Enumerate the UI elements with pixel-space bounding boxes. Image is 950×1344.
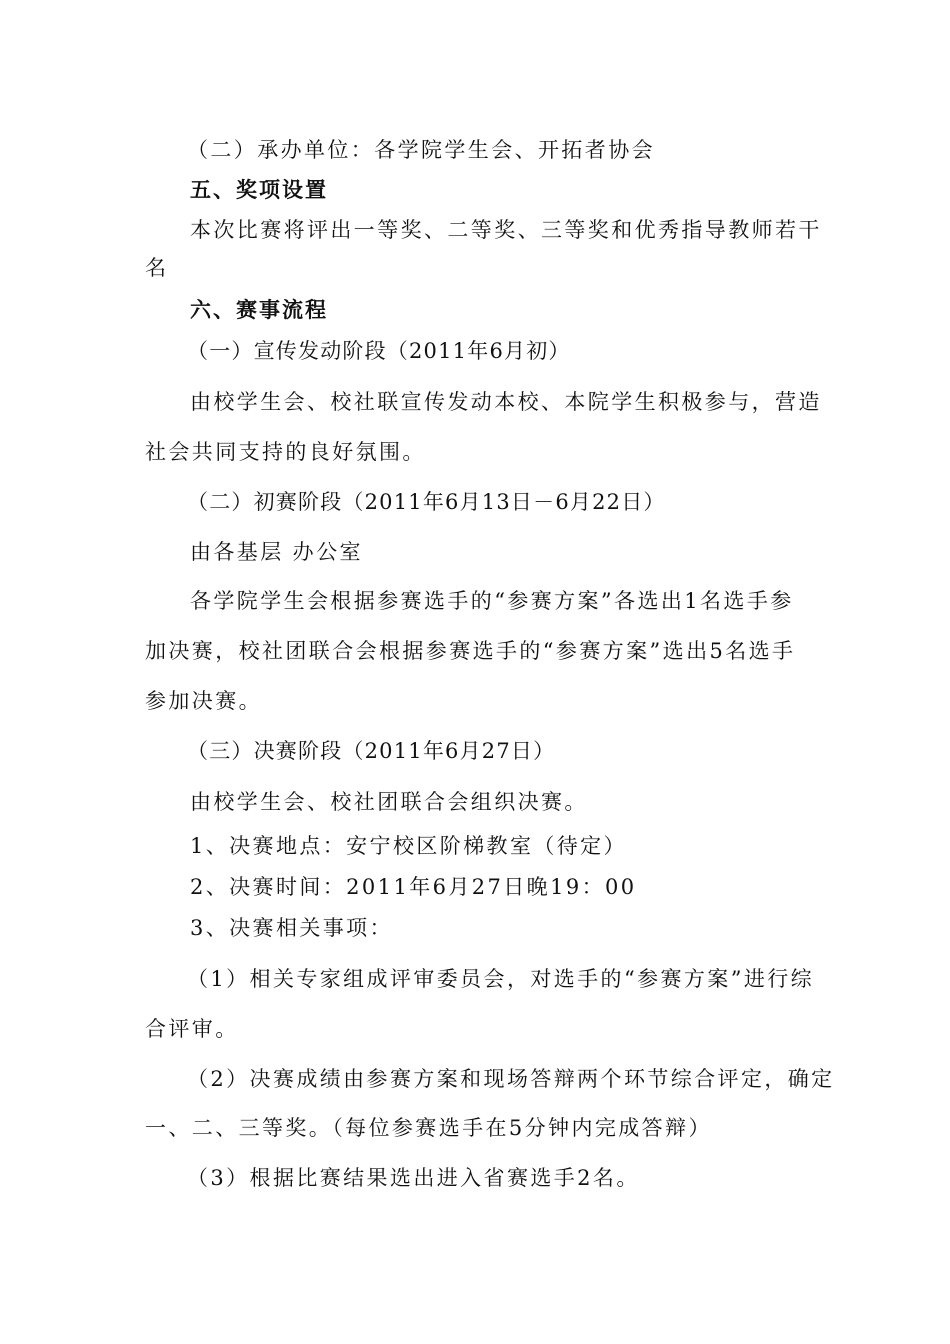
stage-two-heading: （二）初赛阶段（2011年6月13日－6月22日） bbox=[187, 490, 666, 514]
stage-one-paragraph-line-2: 社会共同支持的良好氛围。 bbox=[145, 440, 426, 464]
awards-paragraph-line-2: 名 bbox=[145, 256, 169, 280]
stage-two-paragraph-2-line-3: 参加决赛。 bbox=[145, 689, 262, 713]
stage-two-paragraph-2-line-1: 各学院学生会根据参赛选手的“参赛方案”各选出1名选手参 bbox=[190, 589, 794, 613]
final-venue-item: 1、决赛地点：安宁校区阶梯教室（待定） bbox=[190, 834, 627, 858]
stage-one-heading: （一）宣传发动阶段（2011年6月初） bbox=[187, 339, 571, 363]
matter-1-line-2: 合评审。 bbox=[145, 1017, 239, 1041]
stage-two-paragraph-2-line-2: 加决赛，校社团联合会根据参赛选手的“参赛方案”选出5名选手 bbox=[145, 639, 796, 663]
matter-2-line-1: （2）决赛成绩由参赛方案和现场答辩两个环节综合评定，确定 bbox=[187, 1067, 835, 1091]
section-heading-process: 六、赛事流程 bbox=[190, 297, 328, 322]
awards-paragraph-line-1: 本次比赛将评出一等奖、二等奖、三等奖和优秀指导教师若干 bbox=[190, 218, 822, 242]
final-matters-item: 3、决赛相关事项： bbox=[190, 916, 393, 940]
stage-three-heading: （三）决赛阶段（2011年6月27日） bbox=[187, 739, 556, 763]
organizer-line: （二）承办单位：各学院学生会、开拓者协会 bbox=[187, 138, 655, 162]
matter-1-line-1: （1）相关专家组成评审委员会，对选手的“参赛方案”进行综 bbox=[187, 967, 815, 991]
stage-three-paragraph: 由校学生会、校社团联合会组织决赛。 bbox=[190, 790, 588, 814]
matter-2-line-2: 一、二、三等奖。（每位参赛选手在5分钟内完成答辩） bbox=[145, 1116, 712, 1140]
matter-3-line-1: （3）根据比赛结果选出进入省赛选手2名。 bbox=[187, 1166, 640, 1190]
stage-one-paragraph-line-1: 由校学生会、校社联宣传发动本校、本院学生积极参与，营造 bbox=[190, 390, 822, 414]
final-time-item: 2、决赛时间：2011年6月27日晚19：00 bbox=[190, 875, 637, 899]
stage-two-paragraph-1: 由各基层 办公室 bbox=[190, 540, 363, 564]
section-heading-awards: 五、奖项设置 bbox=[190, 177, 328, 202]
